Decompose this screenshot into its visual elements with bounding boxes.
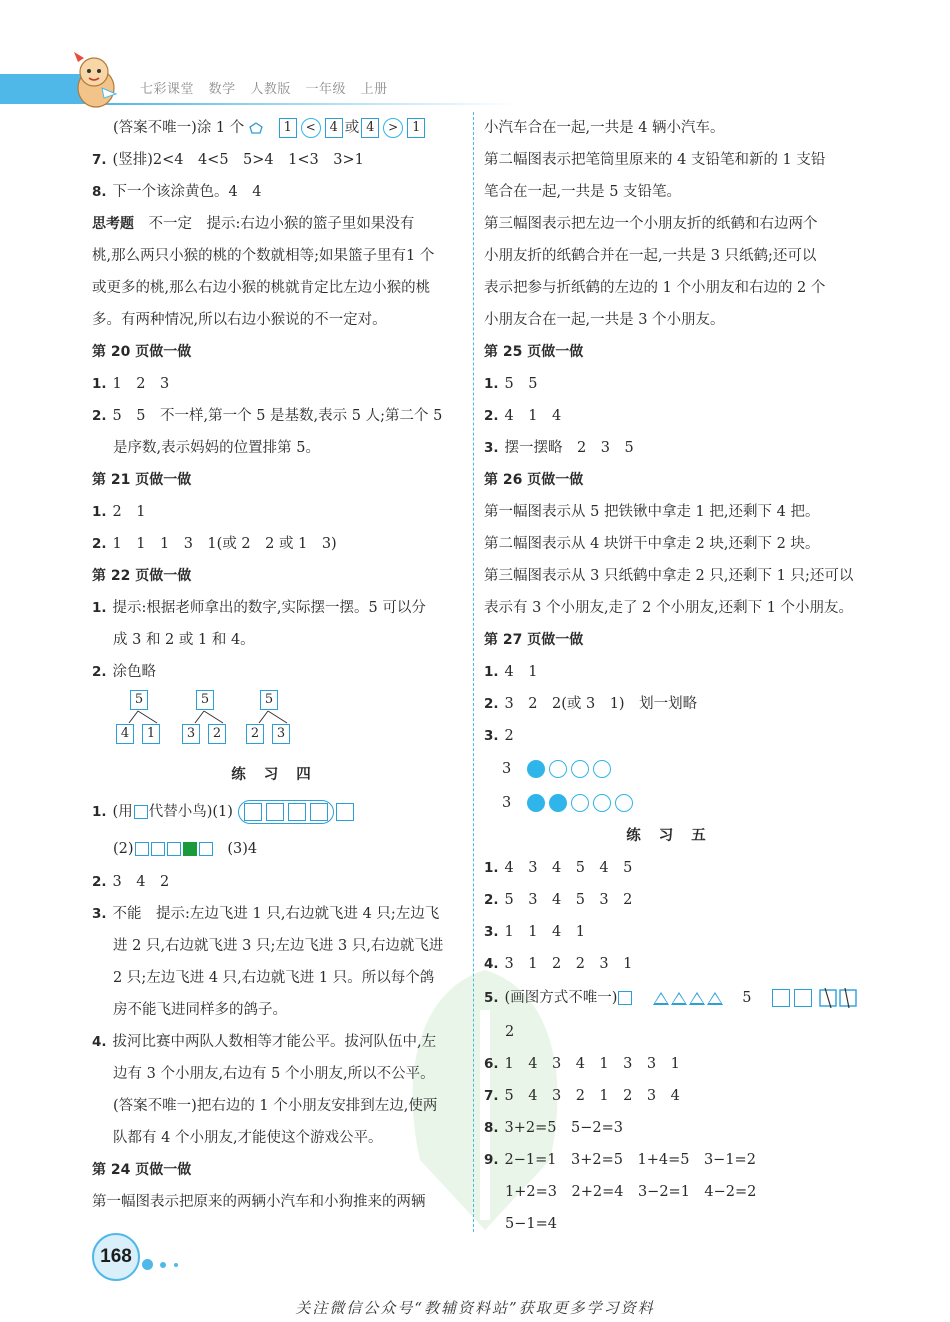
answer-text: 4 3 4 5 4 5 [504, 860, 633, 876]
answer-text: (答案不唯一)涂 1 个 [113, 120, 245, 136]
answer-text: 5−1=4 [505, 1216, 557, 1232]
volume-name: 上册 [360, 82, 388, 97]
square-icon [618, 991, 632, 1005]
square-icon [167, 842, 181, 856]
item-number: 2. [92, 536, 107, 552]
item-number: 7. [92, 152, 107, 168]
answer-text: 3 4 2 [112, 874, 170, 890]
answer-text: (3)4 [227, 841, 258, 857]
crossed-squares-icon [819, 988, 859, 1008]
answer-text: 下一个该涂黄色。4 4 [112, 184, 262, 200]
triangle-icon [653, 992, 669, 1005]
answer-text: 小朋友合在一起,一共是 3 个小朋友。 [484, 312, 725, 328]
answer-text: 小朋友折的纸鹤合并在一起,一共是 3 只纸鹤;还可以 [484, 248, 817, 264]
square-icon [134, 805, 148, 819]
triangle-icon [707, 992, 723, 1005]
answer-text: 2 1 [112, 504, 146, 520]
square-icon [310, 803, 328, 821]
answer-line [484, 884, 866, 916]
decor-dot [174, 1263, 178, 1267]
filled-circle-icon [549, 794, 567, 812]
answer-line [484, 980, 866, 1016]
item-number: 9. [484, 1152, 499, 1168]
answer-text: 第二幅图表示把笔筒里原来的 4 支铅笔和新的 1 支铅 [484, 152, 826, 168]
number-split-row [92, 688, 468, 758]
item-number: 1. [484, 664, 499, 680]
series-name: 七彩课堂 [140, 82, 195, 97]
answer-line [484, 720, 866, 752]
answer-line [484, 852, 866, 884]
section-label: 思考题 [92, 216, 134, 232]
answer-text: 3 2 2(或 3 1) 划一划略 [504, 696, 698, 712]
item-number: 2. [484, 892, 499, 908]
answer-text: 队都有 4 个小朋友,才能使这个游戏公平。 [113, 1130, 383, 1146]
answer-text: (画图方式不唯一) [504, 990, 618, 1006]
answer-text: 4 1 [504, 664, 538, 680]
answer-line [92, 792, 468, 832]
answer-text: 涂色略 [112, 664, 157, 680]
answer-line [484, 1112, 866, 1144]
section-heading: 第 22 页做一做 [92, 568, 192, 584]
number-box: 1 [279, 118, 297, 138]
header-text [140, 78, 398, 97]
answer-text: (用 [112, 804, 133, 820]
answer-text: 多。有两种情况,所以右边小猴说的不一定对。 [92, 312, 387, 328]
answer-text: 提示:根据老师拿出的数字,实际摆一摆。5 可以分 [112, 600, 426, 616]
item-number: 1. [484, 376, 499, 392]
answer-text: 拔河比赛中两队人数相等才能公平。拔河队伍中,左 [112, 1034, 437, 1050]
number-box: 4 [361, 118, 379, 138]
item-number: 1. [92, 600, 107, 616]
split-part-box: 4 [116, 724, 134, 744]
compare-symbol: > [383, 118, 403, 138]
exercise-title: 练习四 [231, 767, 329, 783]
pentagon-icon [249, 122, 263, 134]
item-number: 3. [484, 924, 499, 940]
circle-icon [593, 760, 611, 778]
answer-text: 小汽车合在一起,一共是 4 辆小汽车。 [484, 120, 725, 136]
answer-line [92, 400, 468, 432]
answer-line [92, 144, 468, 176]
item-number: 8. [92, 184, 107, 200]
or-text: 或 [344, 120, 360, 136]
section-heading: 第 21 页做一做 [92, 472, 192, 488]
answer-text: 或更多的桃,那么右边小猴的桃就肯定比左边小猴的桃 [92, 280, 431, 296]
answer-text: 第二幅图表示从 4 块饼干中拿走 2 块,还剩下 2 块。 [484, 536, 820, 552]
answer-text: 表示把参与折纸鹤的左边的 1 个小朋友和右边的 2 个 [484, 280, 826, 296]
item-number: 1. [92, 504, 107, 520]
number-box: 4 [325, 118, 343, 138]
answer-line [484, 948, 866, 980]
circle-icon [571, 794, 589, 812]
answer-text: 3+2=5 5−2=3 [504, 1120, 623, 1136]
answer-text: 4 1 4 [504, 408, 562, 424]
answer-text: 不一定 提示:右边小猴的篮子里如果没有 [134, 216, 415, 232]
subject-name: 数学 [208, 82, 236, 97]
page-number: 168 [92, 1233, 140, 1281]
circle-row-label: 3 [502, 795, 512, 811]
answer-text: 1 2 3 [112, 376, 170, 392]
item-number: 6. [484, 1056, 499, 1072]
left-column [92, 112, 468, 1218]
answer-text: 第一幅图表示从 5 把铁锹中拿走 1 把,还剩下 4 把。 [484, 504, 820, 520]
item-number: 3. [484, 440, 499, 456]
answer-line [484, 432, 866, 464]
split-part-box: 3 [182, 724, 200, 744]
answer-text: 笔合在一起,一共是 5 支铅笔。 [484, 184, 682, 200]
item-number: 2. [484, 408, 499, 424]
item-number: 2. [92, 664, 107, 680]
answer-line [92, 528, 468, 560]
answer-text: (2) [113, 841, 134, 857]
answer-text: 不能 提示:左边飞进 1 只,右边就飞进 4 只;左边飞 [112, 906, 440, 922]
answer-line [484, 656, 866, 688]
square-icon [772, 989, 790, 1007]
footer-note: 关注微信公众号“教辅资料站”获取更多学习资料 [295, 1299, 655, 1317]
answer-text: 2 [505, 1024, 515, 1040]
item-number: 3. [484, 728, 499, 744]
answer-text: 代替小鸟)(1) [148, 804, 233, 820]
answer-text: 成 3 和 2 或 1 和 4。 [113, 632, 255, 648]
square-icon [288, 803, 306, 821]
grouped-squares [238, 800, 334, 824]
compare-symbol: < [301, 118, 321, 138]
circle-row [484, 786, 866, 820]
number-box: 1 [407, 118, 425, 138]
answer-text: 3 1 2 2 3 1 [504, 956, 633, 972]
answer-text: 1 1 4 1 [504, 924, 585, 940]
square-icon [266, 803, 284, 821]
answer-line [92, 208, 468, 240]
item-number: 5. [484, 990, 499, 1006]
answer-text: 5 4 3 2 1 2 3 4 [504, 1088, 680, 1104]
answer-line [484, 916, 866, 948]
answer-line [92, 368, 468, 400]
answer-text: 5 3 4 5 3 2 [504, 892, 633, 908]
answer-text: 房不能飞进同样多的鸽子。 [113, 1002, 287, 1018]
split-part-box: 1 [142, 724, 160, 744]
triangle-icon [671, 992, 687, 1005]
answer-line [92, 866, 468, 898]
answer-line [92, 496, 468, 528]
square-icon [336, 803, 354, 821]
answer-text: 5 5 [504, 376, 538, 392]
answer-line [92, 656, 468, 688]
item-number: 4. [92, 1034, 107, 1050]
section-heading: 第 24 页做一做 [92, 1162, 192, 1178]
item-number: 8. [484, 1120, 499, 1136]
answer-text: 5 [742, 990, 752, 1006]
answer-text: 1 4 3 4 1 3 3 1 [504, 1056, 680, 1072]
item-number: 1. [92, 376, 107, 392]
item-number: 2. [92, 874, 107, 890]
decor-dot [160, 1262, 166, 1268]
answer-text: 1 1 1 3 1(或 2 2 或 1 3) [112, 536, 337, 552]
split-whole-box: 5 [130, 690, 148, 710]
split-lines [192, 710, 234, 724]
answer-text: 是序数,表示妈妈的位置排第 5。 [113, 440, 320, 456]
split-lines [256, 710, 298, 724]
answer-line [484, 400, 866, 432]
answer-text: 边有 3 个小朋友,右边有 5 个小朋友,所以不公平。 [113, 1066, 435, 1082]
item-number: 7. [484, 1088, 499, 1104]
edition-name: 人教版 [250, 82, 291, 97]
circle-icon [593, 794, 611, 812]
answer-text: 第三幅图表示从 3 只纸鹤中拿走 2 只,还剩下 1 只;还可以 [484, 568, 854, 584]
answer-text: 第一幅图表示把原来的两辆小汽车和小狗推来的两辆 [92, 1194, 426, 1210]
answer-line [92, 592, 468, 624]
answer-line [92, 176, 468, 208]
answer-line [484, 1080, 866, 1112]
answer-text: 第三幅图表示把左边一个小朋友折的纸鹤和右边两个 [484, 216, 818, 232]
square-icon [244, 803, 262, 821]
answer-line [484, 1048, 866, 1080]
exercise-title: 练习五 [626, 828, 724, 844]
item-number: 2. [92, 408, 107, 424]
section-heading: 第 26 页做一做 [484, 472, 584, 488]
square-icon [135, 842, 149, 856]
section-heading: 第 27 页做一做 [484, 632, 584, 648]
item-number: 4. [484, 956, 499, 972]
answer-text: 2−1=1 3+2=5 1+4=5 3−1=2 [504, 1152, 756, 1168]
answer-text: 摆一摆略 2 3 5 [504, 440, 634, 456]
answer-line [484, 1144, 866, 1176]
answer-text: 5 5 不一样,第一个 5 是基数,表示 5 人;第二个 5 [112, 408, 443, 424]
square-icon [199, 842, 213, 856]
right-column [484, 112, 866, 1240]
answer-line [484, 688, 866, 720]
square-icon [151, 842, 165, 856]
answer-text: 2 只;左边飞进 4 只,右边就飞进 1 只。所以每个鸽 [113, 970, 435, 986]
answer-text: 表示有 3 个小朋友,走了 2 个小朋友,还剩下 1 个小朋友。 [484, 600, 854, 616]
answer-line [92, 898, 468, 930]
answer-text: 进 2 只,右边就飞进 3 只;左边飞进 3 只,右边就飞进 [113, 938, 444, 954]
answer-line [92, 112, 468, 144]
section-heading: 第 25 页做一做 [484, 344, 584, 360]
item-number: 1. [484, 860, 499, 876]
answer-text: (竖排)2<4 4<5 5>4 1<3 3>1 [112, 152, 364, 168]
split-whole-box: 5 [260, 690, 278, 710]
item-number: 2. [484, 696, 499, 712]
circle-icon [549, 760, 567, 778]
circle-row [484, 752, 866, 786]
split-part-box: 3 [272, 724, 290, 744]
grade-name: 一年级 [305, 82, 346, 97]
header-rule [100, 103, 520, 105]
answer-line [92, 1026, 468, 1058]
filled-square-icon [183, 842, 197, 856]
decor-dot [142, 1259, 153, 1270]
section-heading: 第 20 页做一做 [92, 344, 192, 360]
circle-row-label: 3 [502, 761, 512, 777]
circle-icon [571, 760, 589, 778]
split-part-box: 2 [208, 724, 226, 744]
circle-icon [615, 794, 633, 812]
answer-line [484, 368, 866, 400]
mascot-icon [66, 48, 126, 110]
item-number: 3. [92, 906, 107, 922]
filled-circle-icon [527, 760, 545, 778]
answer-text: 桃,那么两只小猴的桃的个数就相等;如果篮子里有1 个 [92, 248, 435, 264]
split-lines [126, 710, 168, 724]
square-icon [794, 989, 812, 1007]
split-part-box: 2 [246, 724, 264, 744]
triangle-icon [689, 992, 705, 1005]
answer-line [92, 832, 468, 866]
item-number: 1. [92, 804, 107, 820]
answer-text: 1+2=3 2+2=4 3−2=1 4−2=2 [505, 1184, 757, 1200]
split-whole-box: 5 [196, 690, 214, 710]
filled-circle-icon [527, 794, 545, 812]
answer-text: (答案不唯一)把右边的 1 个小朋友安排到左边,使两 [113, 1098, 438, 1114]
answer-text: 2 [504, 728, 514, 744]
